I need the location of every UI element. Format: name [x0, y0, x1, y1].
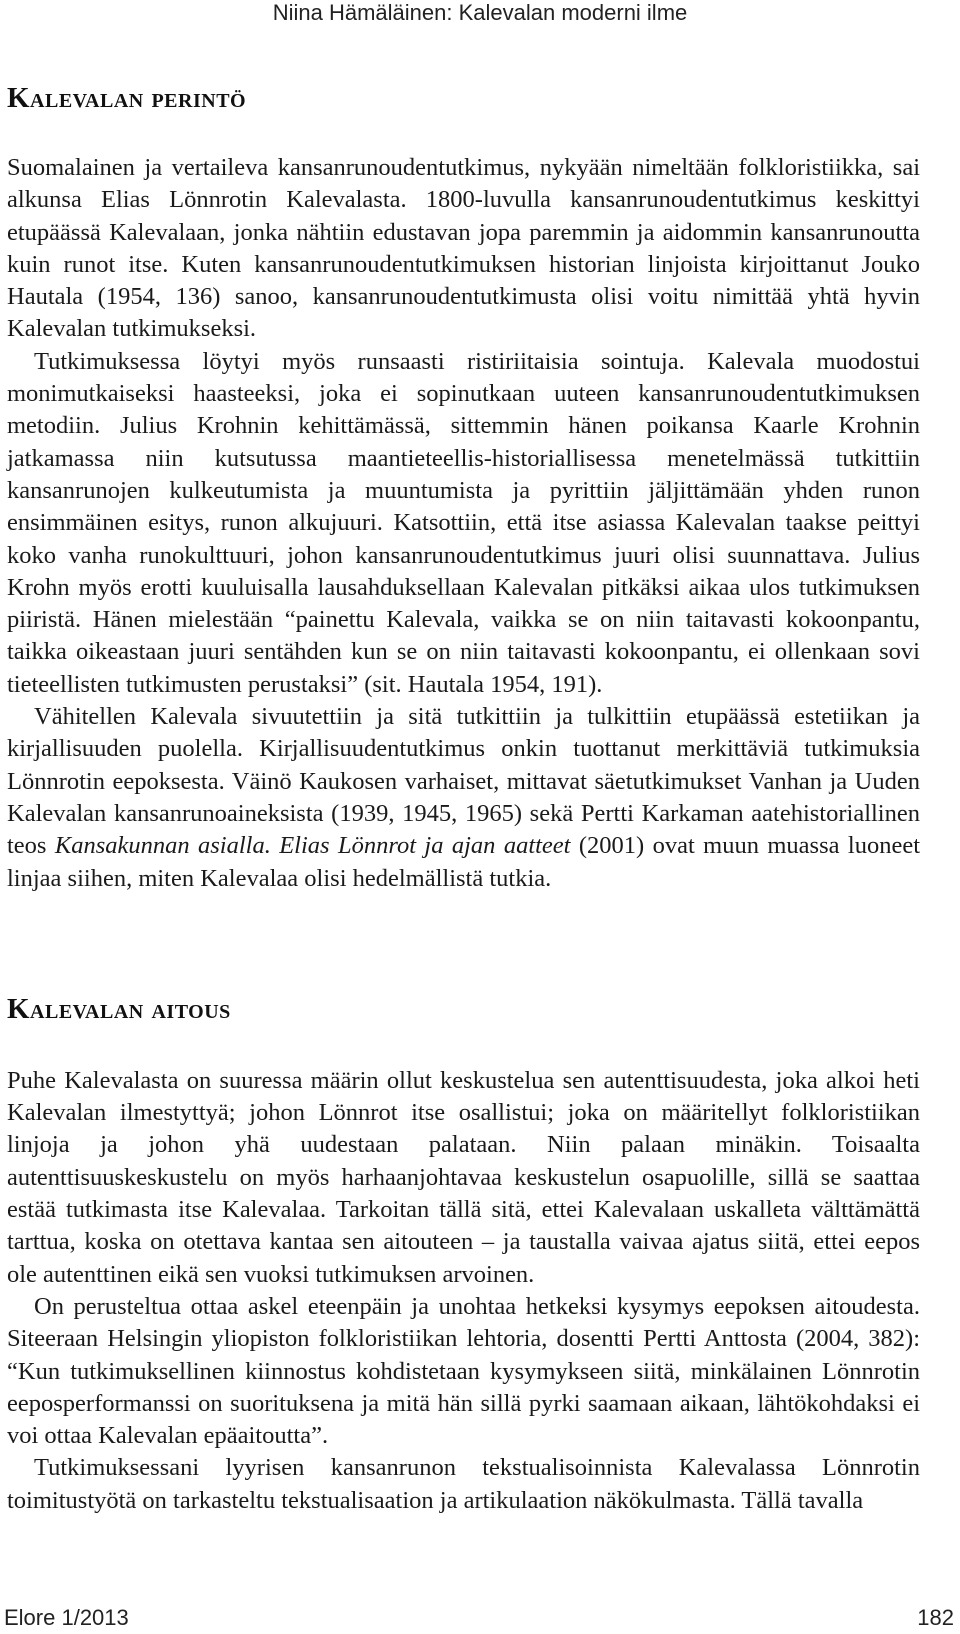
paragraph-text: (2001) ovat muun muassa luoneet linjaa siihen, miten Kalevalaa olisi hedelmällistä tutkia. [7, 832, 920, 892]
paragraph: Suomalainen ja vertaileva kansanrunoudentutkimus, nykyään nimeltään folkloristiikka, sai alkunsa Elias Lönnrotin Kalevalasta. 1800-luvulla kansanrunoudentutkimus keskittyi etupäässä Kalevalaan, jonka nähtiin edustavan jopa paremmin ja aidommin kansanrunoutta kuin runot itse. Kuten kansanrunoudentutkimuksen historian linjoista kirjoittanut Jouko Hautala (1954, 136) sanoo, kansanrunoudentutkimusta olisi voitu nimittää yhtä hyvin Kalevalan tutkimukseksi. [7, 154, 920, 343]
journal-issue: Elore 1/2013 [4, 1605, 129, 1630]
paragraph: Puhe Kalevalasta on suuressa määrin ollut keskustelua sen autenttisuudesta, joka alkoi heti Kalevalan ilmestyttyä; johon Lönnrot itse osallistui; joka on määritellyt folkloristiikan linjoja ja johon yhä uudestaan palataan. Niin palaan minäkin. Toisaalta autenttisuuskeskustelu on myös harhaanjohtavaa keskustelun osapuolille, sillä se saattaa estää tutkimasta itse Kalevalaa. Tarkoitan tällä sitä, ettei Kalevalaan uskalleta välttämättä tarttua, koska on otettava kantaa sen aitouteen – ja taustalla vaivaa ajatus siitä, ettei eepos ole autenttinen eikä sen vuoksi tutkimuksen arvoinen. [7, 1066, 920, 1288]
section-heading-kalevalan-aitous: Kalevalan aitous [7, 992, 231, 1025]
book-title: Kansakunnan asialla. Elias Lönnrot ja ajan aatteet [54, 832, 571, 860]
page-footer [0, 1604, 960, 1632]
section-heading-kalevalan-perinto: Kalevalan perintö [7, 82, 247, 114]
page-number: 182 [917, 1605, 954, 1630]
running-title: Niina Hämäläinen: Kalevalan moderni ilme [272, 0, 688, 25]
paragraph [7, 701, 920, 895]
main-text [7, 80, 920, 1517]
paragraph-text: Vähitellen Kalevala sivuutettiin ja sitä tutkittiin ja tulkittiin etupäässä estetiikan ja kirjallisuuden puolella. Kirjallisuudentutkimus onkin tuottanut merkittäviä tutkimuksia Lönnrotin eepoksesta. Väinö Kaukosen varhaiset, mittavat säetutkimukset Vanhan ja Uuden Kalevalan kansanrunoaineksista (1939, 1945, 1965) sekä Pertti Karkaman aatehistoriallinen teos [7, 703, 920, 860]
paragraph: Tutkimuksessa löytyi myös runsaasti ristiriitaisia sointuja. Kalevala muodostui monimutkaiseksi haasteeksi, joka ei sopinutkaan uuteen kansanrunoudentutkimuksen metodiin. Julius Krohnin kehittämässä, sittemmin hänen poikansa Kaarle Krohnin jatkamassa niin kutsutussa maantieteellis-historiallisessa menetelmässä tutkittiin kansanrunojen kulkeutumista ja muuntumista ja pyrittiin jäljittämään yhden runon ensimmäinen esitys, runon alkujuuri. Katsottiin, että itse asiassa Kalevalan taakse peittyi koko vanha runokulttuuri, johon kansanrunoudentutkimus juuri olisi suunnattava. Julius Krohn myös erotti kuuluisalla lausahduksellaan Kalevalan pitkäksi aikaa ulos tutkimuksen piiristä. Hänen mielestään “painettu Kalevala, vaikka se on niin taitavasti kokoonpantu, taikka oikeastaan juuri sentähden kun se on niin taitavasti kokoonpantu, ei ollenkaan sovi tieteellisten tutkimusten perustaksi” (sit. Hautala 1954, 191). [7, 347, 920, 698]
paragraph: On perusteltua ottaa askel eteenpäin ja unohtaa hetkeksi kysymys eepoksen aitoudesta. Siteeraan Helsingin yliopiston folkloristiikan lehtoria, dosentti Pertti Anttosta (2004, 382): “Kun tutkimuksellinen kiinnostus kohdistetaan kysymykseen siitä, minkälainen Lönnrotin eeposperformanssi on suorituksena ja mitä hän sillä pyrki saamaan aikaan, lähtökohdaksi ei voi ottaa Kalevalan epäaitoutta”. [7, 1292, 920, 1450]
paragraph: Tutkimuksessani lyyrisen kansanrunon tekstualisoinnista Kalevalassa Lönnrotin toimitustyötä on tarkasteltu tekstualisaation ja artikulaation näkökulmasta. Tällä tavalla [7, 1454, 920, 1514]
